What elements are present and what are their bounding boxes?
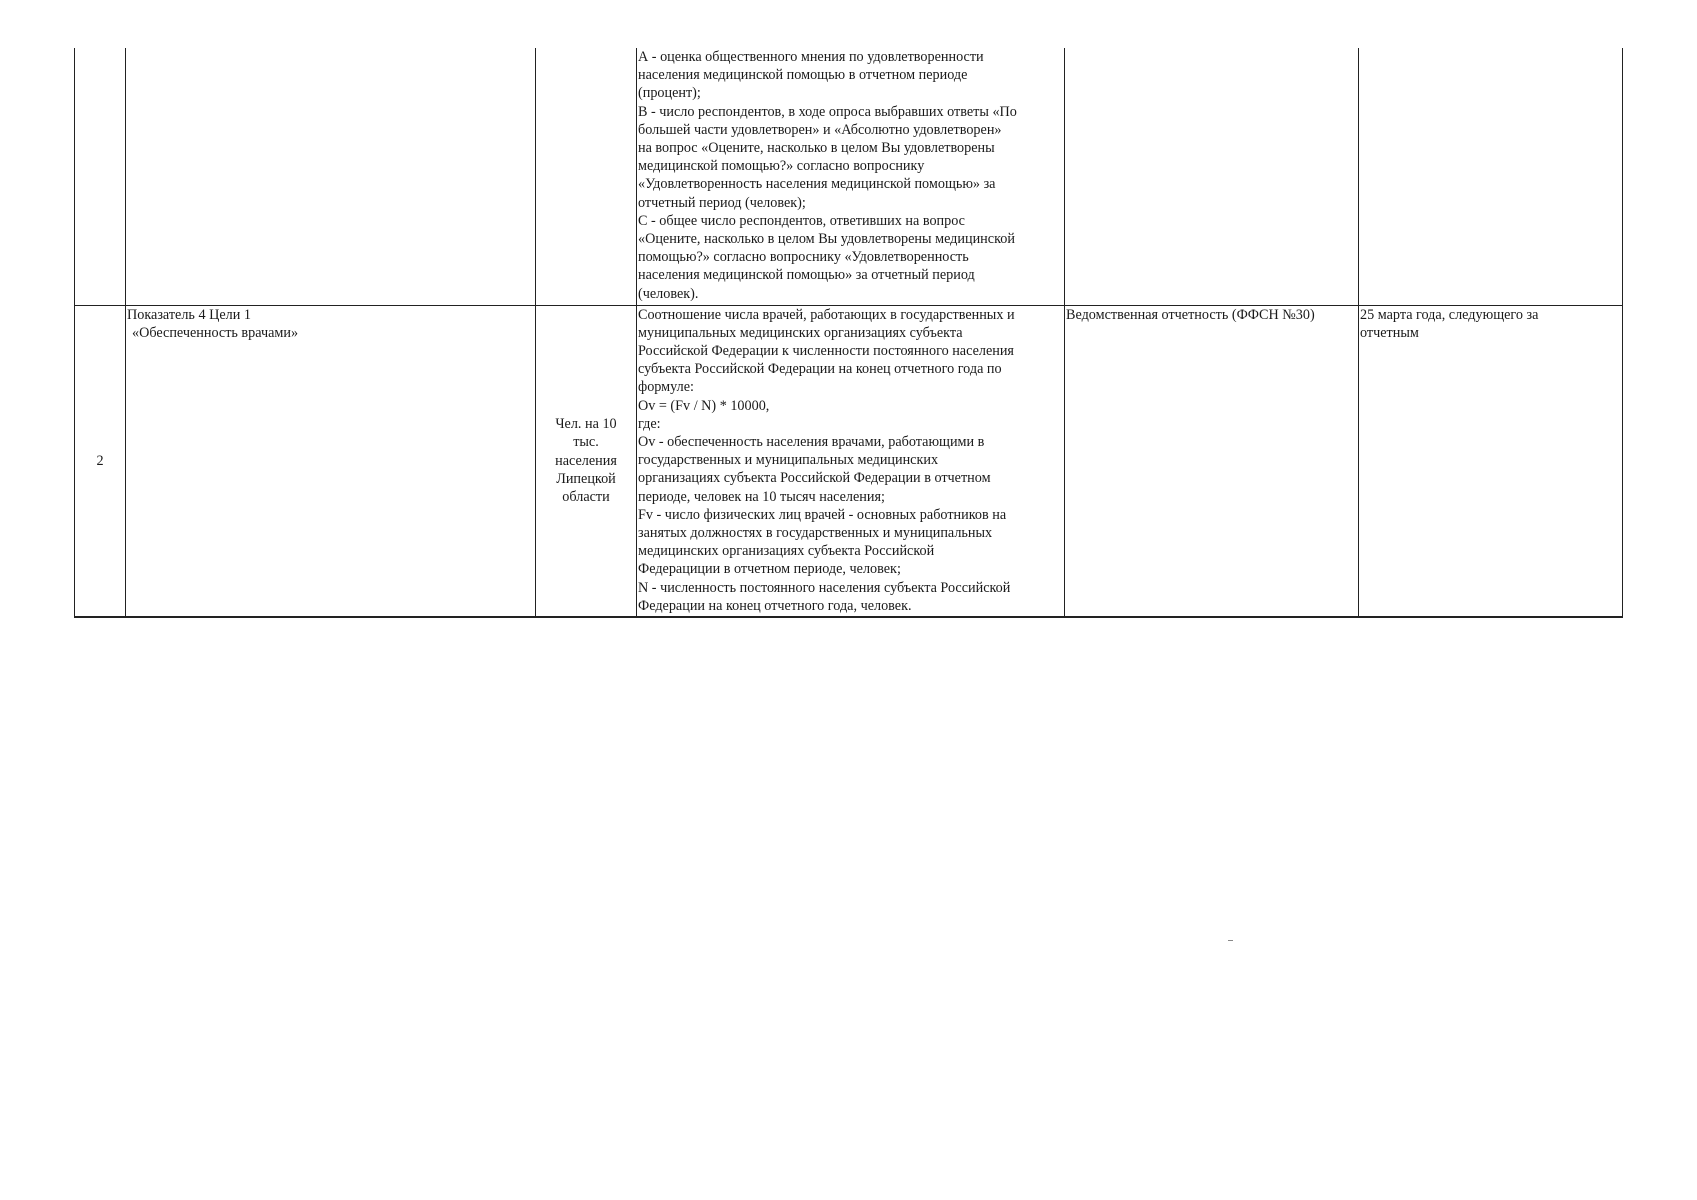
method-cell bbox=[637, 305, 1065, 617]
method-line: на вопрос «Оцените, насколько в целом Вы удовлетворены bbox=[638, 140, 995, 157]
deadline-line: отчетным bbox=[1360, 324, 1419, 341]
unit-cell bbox=[536, 305, 637, 617]
row-number-cell bbox=[75, 48, 126, 305]
method-line: периоде, человек на 10 тысяч населения; bbox=[638, 488, 885, 505]
indicator-name-line: Показатель 4 Цели 1 bbox=[127, 306, 251, 323]
method-line: помощью?» согласно вопроснику «Удовлетворенность bbox=[638, 249, 969, 266]
table-row bbox=[75, 48, 1623, 305]
table-row bbox=[75, 305, 1623, 617]
method-line: где: bbox=[638, 415, 661, 432]
method-line: Fv - число физических лиц врачей - основных работников на bbox=[638, 506, 1007, 523]
unit-line: области bbox=[562, 489, 610, 506]
unit-cell bbox=[536, 48, 637, 305]
unit-line: Липецкой bbox=[556, 470, 616, 487]
deadline-line: 25 марта года, следующего за bbox=[1360, 306, 1539, 323]
source-cell bbox=[1065, 305, 1359, 617]
indicator-name-cell bbox=[126, 305, 536, 617]
method-line: населения медицинской помощью» за отчетный период bbox=[638, 267, 975, 284]
unit-line: населения bbox=[555, 452, 617, 469]
indicators-table bbox=[74, 48, 1623, 618]
row-number: 2 bbox=[96, 452, 104, 469]
method-line: субъекта Российской Федерации на конец отчетного года по bbox=[638, 361, 1002, 378]
method-line: «Оцените, насколько в целом Вы удовлетворены медицинской bbox=[638, 231, 1015, 248]
source-cell bbox=[1065, 48, 1359, 305]
method-line: N - численность постоянного населения субъекта Российской bbox=[638, 579, 1011, 596]
method-line: муниципальных медицинских организациях субъекта bbox=[638, 324, 963, 341]
scan-artifact bbox=[1228, 940, 1233, 941]
method-line: формуле: bbox=[638, 379, 694, 396]
method-cell bbox=[637, 48, 1065, 305]
method-line: Федерациции в отчетном периоде, человек; bbox=[638, 561, 901, 578]
method-line: Соотношение числа врачей, работающих в государственных и bbox=[638, 306, 1015, 323]
unit-line: Чел. на 10 bbox=[555, 416, 617, 433]
formula-line: Ov = (Fv / N) * 10000, bbox=[638, 397, 770, 414]
method-line: большей части удовлетворен» и «Абсолютно удовлетворен» bbox=[638, 121, 1002, 138]
method-line: (человек). bbox=[638, 285, 699, 302]
row-number-cell bbox=[75, 305, 126, 617]
unit-line: тыс. bbox=[573, 434, 599, 451]
method-line: Ov - обеспеченность населения врачами, работающими в bbox=[638, 433, 985, 450]
source-line: Ведомственная отчетность (ФФСН №30) bbox=[1066, 306, 1315, 323]
method-line: занятых должностях в государственных и муниципальных bbox=[638, 524, 993, 541]
deadline-cell bbox=[1359, 48, 1623, 305]
method-line: государственных и муниципальных медицинских bbox=[638, 452, 939, 469]
method-line: «Удовлетворенность населения медицинской помощью» за bbox=[638, 176, 996, 193]
method-line: Федерации на конец отчетного года, человек. bbox=[638, 597, 912, 614]
deadline-cell bbox=[1359, 305, 1623, 617]
method-line: медицинской помощью?» согласно вопроснику bbox=[638, 158, 925, 175]
method-line: отчетный период (человек); bbox=[638, 194, 806, 211]
method-line: медицинских организациях субъекта Российской bbox=[638, 543, 935, 560]
method-line: В - число респондентов, в ходе опроса выбравших ответы «По bbox=[638, 103, 1017, 120]
method-line: А - оценка общественного мнения по удовлетворенности bbox=[638, 49, 984, 65]
method-line: (процент); bbox=[638, 85, 701, 102]
method-line: С - общее число респондентов, ответивших на вопрос bbox=[638, 212, 965, 229]
indicator-name-cell bbox=[126, 48, 536, 305]
method-line: населения медицинской помощью в отчетном периоде bbox=[638, 67, 968, 84]
method-line: Российской Федерации к численности постоянного населения bbox=[638, 342, 1014, 359]
indicator-name-line: «Обеспеченность врачами» bbox=[132, 324, 299, 341]
method-line: организациях субъекта Российской Федерации в отчетном bbox=[638, 470, 991, 487]
